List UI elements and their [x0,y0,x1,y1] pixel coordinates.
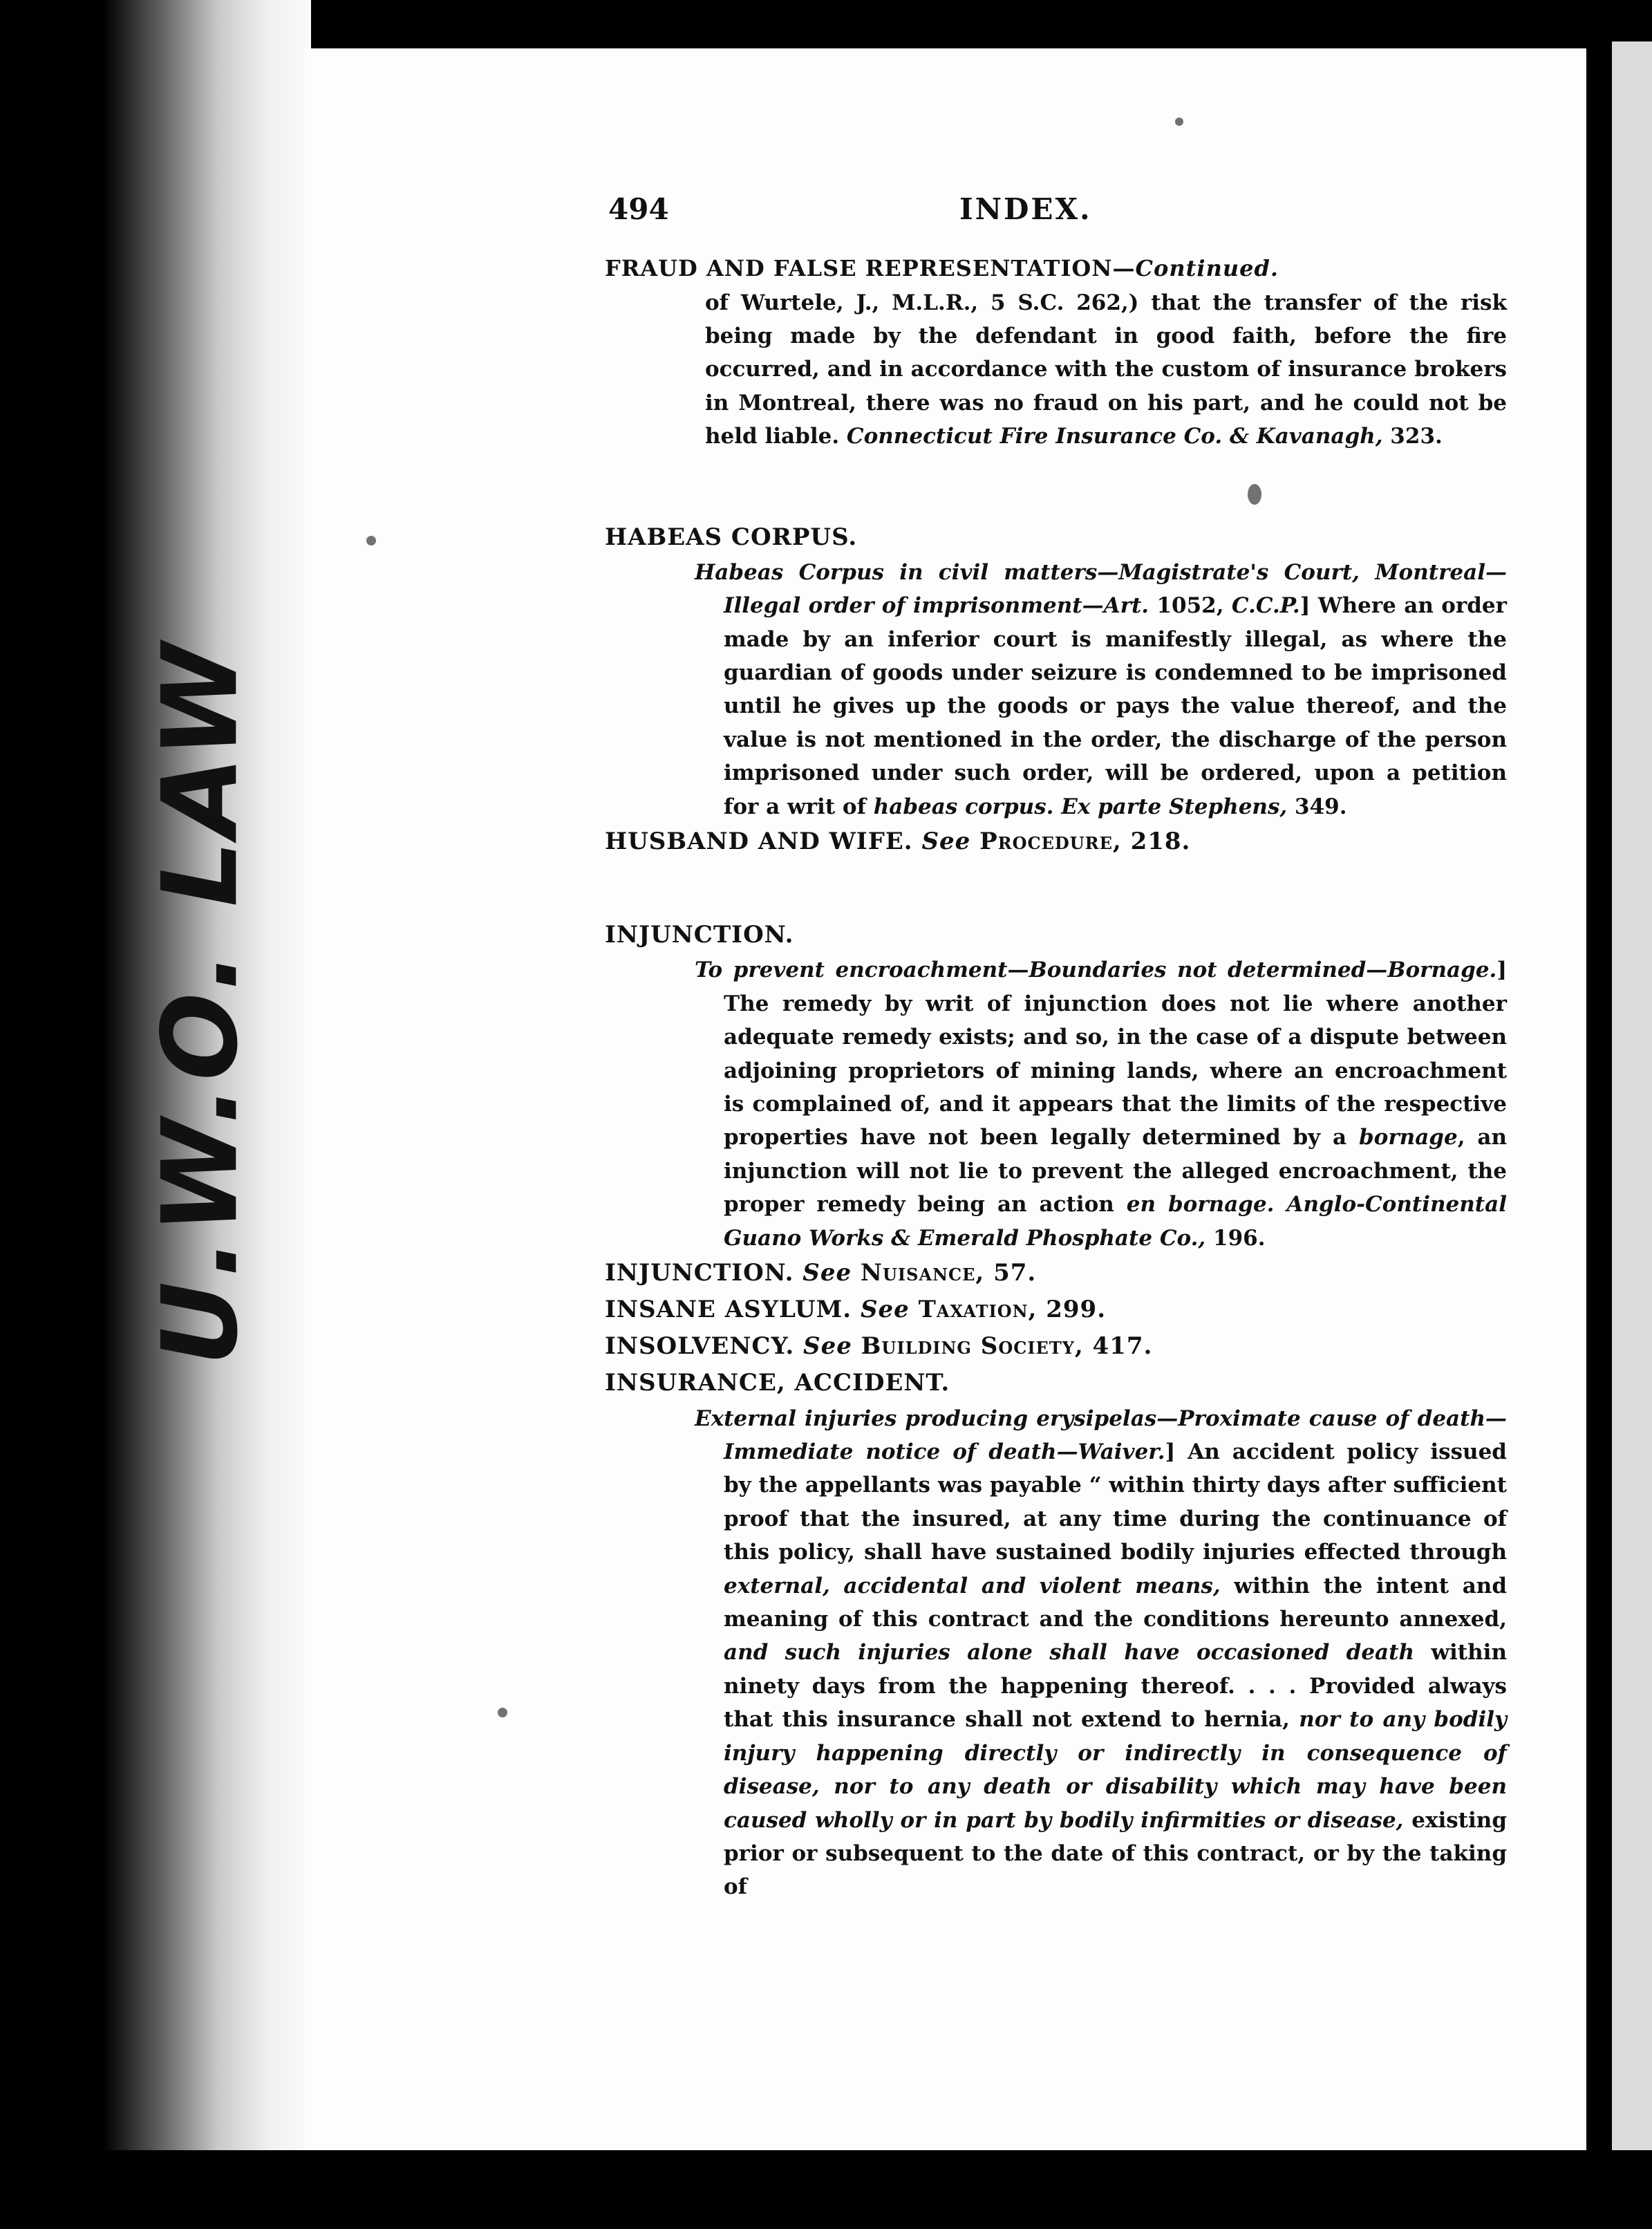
entry-paragraph: External injuries producing erysipelas—Proximate cause of death—Immediate notice of death—Waiver.] An accident policy issued by the appellants was payable “ within thirty days after sufficient proof that the insured, at any time during the continuance of this policy, shall have sustained bodily injuries effected through external, accidental and violent means, within the intent and meaning of this contract and the conditions hereunto annexed, and such injuries alone shall have occasioned death within ninety days from the happening thereof. . . . Provided always that this insurance shall not extend to hernia, nor to any bodily injury happening directly or indirectly in consequence of disease, nor to any death or disability which may have been caused wholly or in part by bodily infirmities or disease, existing prior or subsequent to the date of this contract, or by the taking of [695,1406,1508,1900]
library-stamp: U.W.O. LAW [140,639,261,1366]
running-title: INDEX. [959,192,1092,226]
entry-habeas-corpus [601,519,1507,823]
entry-heading: FRAUD AND FALSE REPRESENTATION—Continued. [605,254,1279,281]
running-head [608,187,1382,232]
page-reference: 349. [1287,794,1347,819]
page-reference: 57. [984,1259,1037,1287]
page-reference: 299. [1037,1296,1107,1324]
entry-heading: HUSBAND AND WIFE. See Procedure, 218. [605,828,1191,856]
index-page-content [601,187,1507,1904]
next-page-strip [1612,41,1652,2150]
entry-fraud [601,252,1507,454]
cross-reference: Nuisance, [852,1259,985,1287]
entry-heading: INSANE ASYLUM. See Taxation, 299. [605,1296,1107,1324]
entry-insolvency [601,1328,1507,1365]
film-border [0,2150,1652,2229]
entry-paragraph: of Wurtele, J., M.L.R., 5 S.C. 262,) that the transfer of the risk being made by the defendant in good faith, before the fire occurred, and in accordance with the custom of insurance brokers in Montreal, there was no fraud on his part, and he could not be held liable. Connecticut Fire Insurance Co. & Kavanagh, 323. [705,290,1507,449]
page-reference: 196. [1205,1225,1266,1251]
entry-insurance-accident [601,1365,1507,1903]
cross-reference: Taxation, [909,1296,1038,1324]
ink-blot [366,536,376,545]
page-number: 494 [608,192,669,226]
page-edge [1597,35,1612,2150]
cross-reference: Procedure, [970,828,1122,856]
entry-heading: INSOLVENCY. See Building Society, 417. [605,1332,1153,1361]
entry-heading: INJUNCTION. See Nuisance, 57. [605,1259,1037,1287]
case-citation: Connecticut Fire Insurance Co. & Kavanagh, [846,424,1383,449]
entry-injunction-see [601,1255,1507,1291]
catchwords: Habeas Corpus in civil matters—Magistrate's Court, Montreal—Illegal order of imprisonment—Art. [695,559,1507,619]
entry-injunction [601,917,1507,1255]
catchwords: External injuries producing erysipelas—Proximate cause of death—Immediate notice of death—Waiver. [695,1406,1507,1464]
entry-insane-asylum [601,1291,1507,1328]
case-citation: Anglo-Continental Guano Works & Emerald Phosphate Co., [724,1192,1507,1251]
entry-heading: INSURANCE, ACCIDENT. [605,1369,950,1397]
ink-blot [1175,118,1183,126]
page-reference: 417. [1083,1332,1153,1361]
entry-husband-and-wife [601,823,1507,860]
catchwords: To prevent encroachment—Boundaries not determined—Bornage. [695,958,1497,983]
page-reference: 218. [1121,828,1191,856]
entry-heading: INJUNCTION. [605,921,794,949]
ink-blot [498,1708,507,1717]
entry-heading: HABEAS CORPUS. [605,523,858,551]
entry-paragraph: To prevent encroachment—Boundaries not determined—Bornage.] The remedy by writ of injunction does not lie where another adequate remedy exists; and so, in the case of a dispute between adjoining proprietors of mining lands, where an encroachment is complained of, and it appears that the limits of the respective properties have not been legally determined by a bornage, an injunction will not lie to prevent the alleged encroachment, the proper remedy being an action en bornage. Anglo-Continental Guano Works & Emerald Phosphate Co., 196. [695,958,1507,1251]
entry-paragraph: Habeas Corpus in civil matters—Magistrate's Court, Montreal—Illegal order of imprisonment—Art. 1052, C.C.P.] Where an order made by an inferior court is manifestly illegal, as where the guardian of goods under seizure is condemned to be imprisoned until he gives up the goods or pays the value thereof, and the value is not mentioned in the order, the discharge of the person imprisoned under such order, will be ordered, upon a petition for a writ of habeas corpus. Ex parte Stephens, 349. [695,559,1507,819]
continued-label: Continued. [1135,254,1279,281]
page-reference: 323. [1382,424,1443,449]
case-citation: Ex parte Stephens, [1053,794,1288,819]
cross-reference: Building Society, [852,1332,1084,1361]
